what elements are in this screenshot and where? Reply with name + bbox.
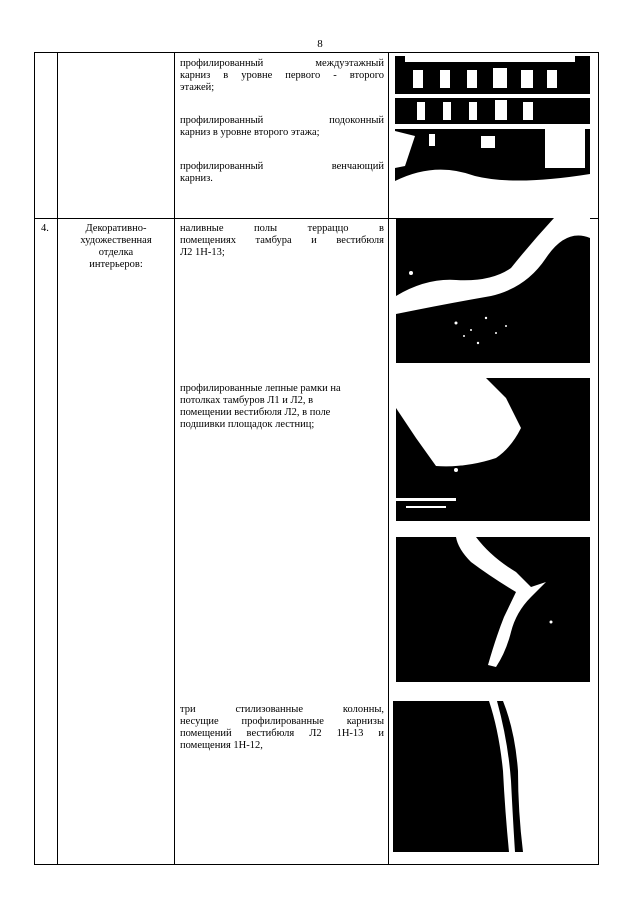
text-line: профилированный междуэтажный bbox=[180, 58, 384, 69]
columns-photo bbox=[393, 701, 592, 852]
text-line: карниз. bbox=[180, 173, 213, 184]
item-text bbox=[180, 223, 384, 259]
item-text bbox=[180, 704, 384, 752]
item-text bbox=[180, 383, 384, 431]
text-line: подшивки площадок лестниц; bbox=[180, 419, 315, 430]
text-line: наливные полы терраццо в bbox=[180, 223, 384, 234]
text-line: помещении вестибюля Л2, в поле bbox=[180, 407, 331, 418]
category-line: отделка bbox=[98, 247, 134, 258]
col-border-category bbox=[174, 52, 175, 865]
text-line: потолках тамбуров Л1 и Л2, в bbox=[180, 395, 314, 406]
text-line: помещений вестибюля Л2 1Н-13 и bbox=[180, 728, 384, 739]
text-line: несущие профилированные карнизы bbox=[180, 716, 384, 727]
item-text bbox=[180, 115, 384, 139]
row-category bbox=[60, 223, 172, 271]
ceiling-frame-photo-1 bbox=[396, 378, 590, 521]
terrazzo-floor-photo bbox=[396, 218, 590, 363]
item-text bbox=[180, 58, 384, 94]
col-border-desc bbox=[388, 52, 389, 865]
col-border-num bbox=[57, 52, 58, 865]
text-line: карниз в уровне первого - второго bbox=[180, 70, 384, 81]
col-border-left bbox=[34, 52, 35, 865]
text-line: карниз в уровне второго этажа; bbox=[180, 127, 320, 138]
text-line: помещения 1Н-12, bbox=[180, 740, 263, 751]
col-border-right bbox=[598, 52, 599, 865]
text-line: помещениях тамбура и вестибюля bbox=[180, 235, 384, 246]
text-line: три стилизованные колонны, bbox=[180, 704, 384, 715]
text-line: профилированный подоконный bbox=[180, 115, 384, 126]
page-number: 8 bbox=[317, 38, 323, 50]
category-line: Декоративно- bbox=[85, 223, 147, 234]
category-line: интерьеров: bbox=[89, 259, 143, 270]
table-bottom-border bbox=[34, 864, 599, 865]
text-line: профилированный венчающий bbox=[180, 161, 384, 172]
text-line: профилированные лепные рамки на bbox=[180, 383, 341, 394]
item-text bbox=[180, 161, 384, 185]
category-line: художественная bbox=[80, 235, 152, 246]
text-line: Л2 1Н-13; bbox=[180, 247, 225, 258]
table-top-border bbox=[34, 52, 599, 53]
ceiling-frame-photo-2 bbox=[396, 537, 590, 682]
facade-photo bbox=[395, 56, 590, 199]
row-number: 4. bbox=[41, 223, 49, 234]
text-line: этажей; bbox=[180, 82, 215, 93]
